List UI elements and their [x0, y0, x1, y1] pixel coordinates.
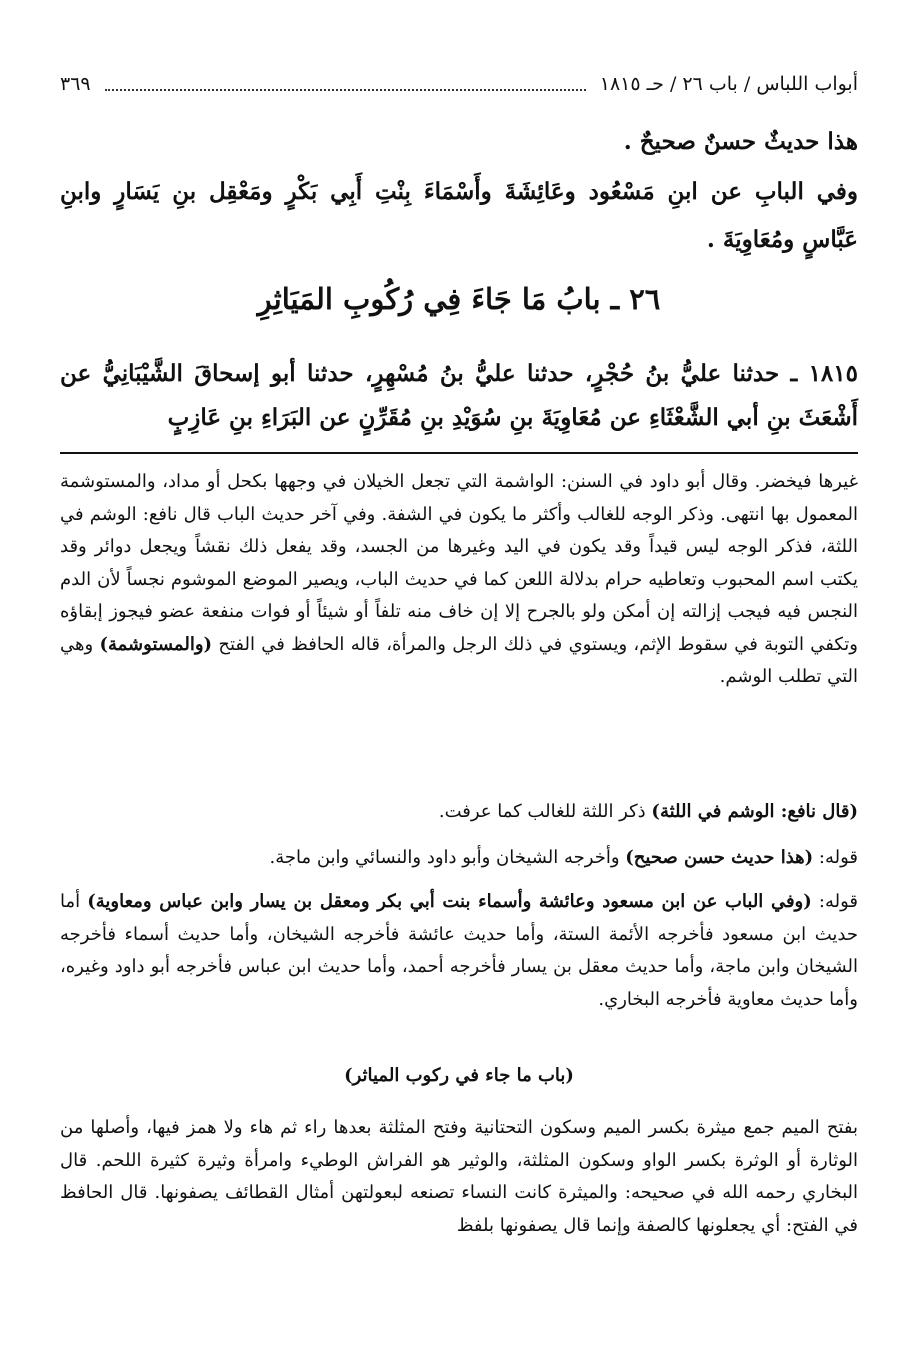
commentary-paragraph-3: [60, 842, 858, 875]
running-title: أبواب اللباس / باب ٢٦ / حـ ١٨١٥: [599, 73, 858, 95]
commentary-lead: قوله:: [818, 891, 858, 912]
dotted-leader: [105, 89, 586, 91]
commentary-paragraph-4: [60, 886, 858, 1016]
commentary-paragraph-2: [60, 796, 858, 829]
commentary-text: ذكر اللثة للغالب كما عرفت.: [438, 801, 646, 822]
commentary-text: أما حديث ابن مسعود فأخرجه الأئمة الستة، وأما حديث عائشة فأخرجه الشيخان، وأما حديث أسماء فأخرجه الشيخان وابن ماجة، وأما حديث معقل بن يسار فأخرجه أحمد، وأما حديث ابن عباس فأخرجه أبو داود وغيره، وأما حديث معاوية فأخرجه البخاري.: [60, 891, 858, 1010]
commentary-text: وأخرجه الشيخان وأبو داود والنسائي وابن ماجة.: [269, 847, 620, 868]
page-header: [60, 64, 858, 104]
commentary-quote: (وفي الباب عن ابن مسعود وعائشة وأسماء بنت أبي بكر ومعقل بن يسار وابن عباس ومعاوية): [87, 891, 812, 912]
commentary-quote: (والمستوشمة): [99, 633, 213, 655]
hadith-grade-line: هذا حديثٌ حسنٌ صحيحٌ .: [623, 128, 858, 155]
commentary-quote: (قال نافع: الوشم في اللثة): [651, 801, 858, 822]
commentary-text: وهي التي تطلب الوشم.: [60, 633, 858, 687]
hadith-1815-isnad: ١٨١٥ ـ حدثنا عليُّ بنُ حُجْرٍ، حدثنا عليُّ بنُ مُسْهِرٍ، حدثنا أبو إسحاقَ الشَّيْبَانِيُّ عن أَشْعَثَ بنِ أبي الشَّعْثَاءِ عن مُعَاوِيَةَ بنِ سُوَيْدِ بنِ مُقَرِّنٍ عن البَرَاءِ بنِ عَازِبٍ: [60, 360, 858, 431]
commentary-paragraph-1: [60, 466, 858, 694]
commentary-quote: (هذا حديث حسن صحيح): [625, 847, 814, 868]
commentary-text: غيرها فيخضر. وقال أبو داود في السنن: الواشمة التي تجعل الخيلان في وجهها بكحل أو مداد، والمستوشمة المعمول بها انتهى. وذكر الوجه للغالب وأكثر ما يكون في الشفة. وفي آخر حديث الباب قال نافع: الوشم في اللثة، فذكر الوجه ليس قيداً وقد يكون في اليد وغيرها من الجسد، وقد يفعل ذلك نقشاً ويجعل دوائر وقد يكتب اسم المحبوب وتعاطيه حرام بدلالة اللعن كما في حديث الباب، ويصير الموضع الموشوم نجساً لأن الدم النجس فيه فيجب إزالته إن أمكن ولو بالجرح إلا إن خاف منه تلفاً أو شيئاً أو فوات منفعة عضو فيجوز إبقاؤه وتكفي التوبة في سقوط الإثم، ويستوي في ذلك الرجل والمرأة، قاله الحافظ في الفتح: [60, 471, 858, 655]
commentary-paragraph-5: بفتح الميم جمع ميثرة بكسر الميم وسكون التحتانية وفتح المثلثة بعدها راء ثم هاء ولا همز فيها، وأصلها من الوثارة أو الوثرة بكسر الواو وسكون المثلثة، والوثير هو الفراش الوطيء وامرأة وثيرة كثيرة اللحم. قال البخاري رحمه الله في صحيحه: والميثرة كانت النساء تصنعه لبعولتهن أمثال القطائف يصفونها. قال الحافظ في الفتح: أي يجعلونها كالصفة وإنما قال يصفونها بلفظ: [60, 1117, 858, 1236]
page-number: ٣٦٩: [60, 73, 91, 95]
fil-bab-paragraph: وفي البابِ عن ابنِ مَسْعُود وعَائِشَةَ وأَسْمَاءَ بِنْتِ أَبِي بَكْرٍ ومَعْقِل بنِ يَسَارٍ وابنِ عَبَّاسٍ ومُعَاوِيَةَ .: [60, 178, 858, 253]
commentary-chapter-heading: (باب ما جاء في ركوب المياثر): [344, 1065, 574, 1086]
footnote-divider: [60, 452, 858, 454]
chapter-title: ٢٦ ـ بابُ مَا جَاءَ فِي رُكُوبِ المَيَاثِرِ: [257, 282, 661, 316]
commentary-lead: قوله:: [818, 847, 858, 868]
